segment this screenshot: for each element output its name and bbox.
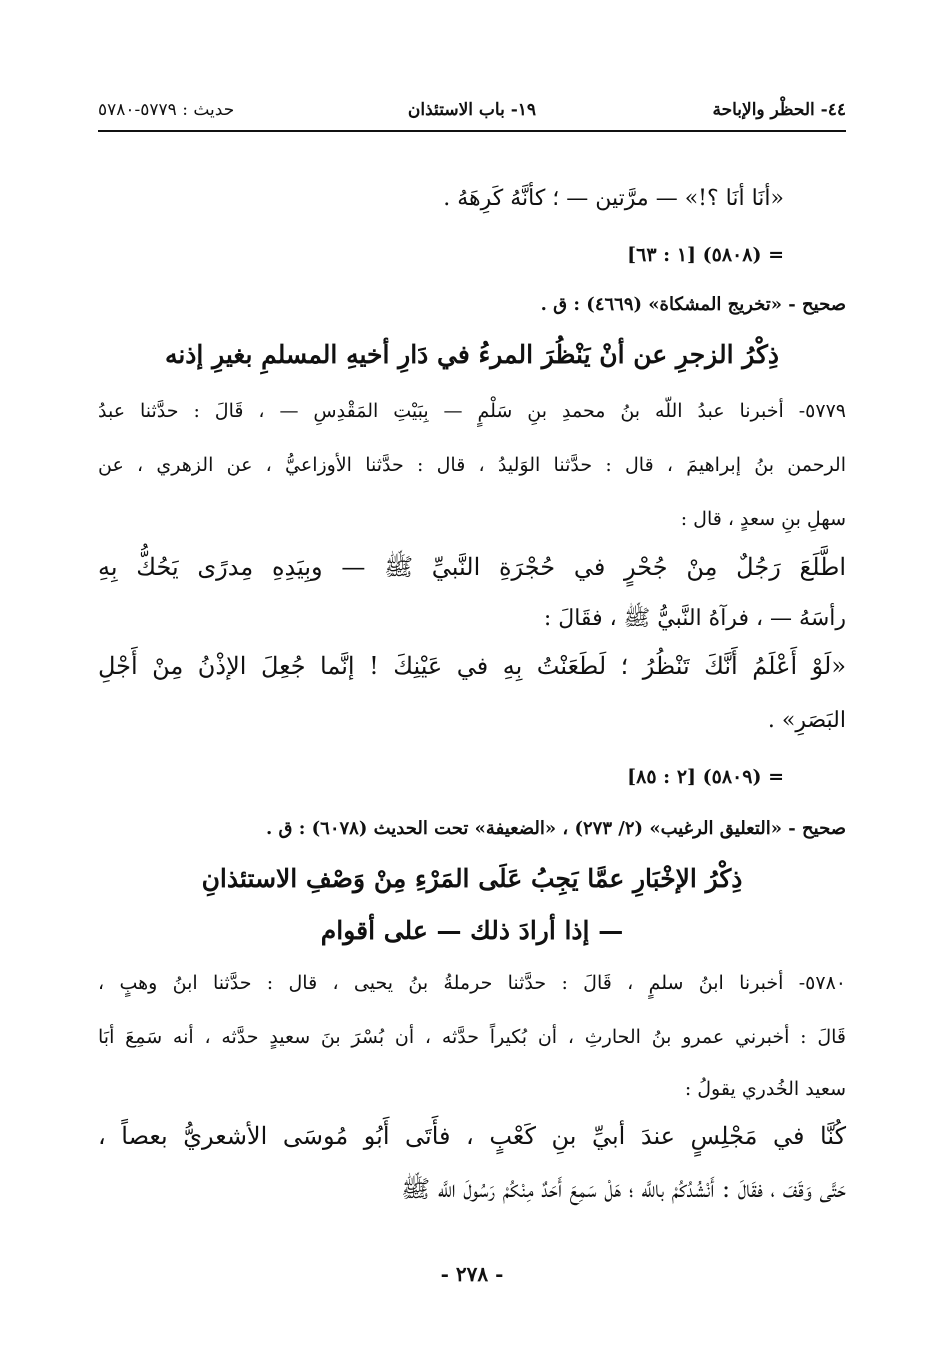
text-line: ٥٧٨٠- أخبرنا ابنُ سلمٍ ، قَالَ : حدَّثنا حرملةُ بنُ يحيى ، قال : حدَّثنا ابنُ وهبٍ ، [98, 972, 846, 994]
hadith-text-line: حَتَّى وَقَفَ ، فقَالَ : أَنْشُدُكُمْ باللَّه ؛ هَلْ سَمِعَ أَحَدٌ مِنْكُمْ رَسُولَ اللَّه ﷺ [401, 1175, 846, 1203]
text-line: ٥٧٧٩- أخبرنا عبدُ اللّه بنُ محمدِ بنِ سَلْمٍ — بِبَيْتِ المَقْدِسِ — ، قَالَ : حدَّثنا عبدُ [98, 400, 846, 422]
text-line: «أنَا أنَا ؟!» — مرَّتين — ؛ كأنَّهُ كَرِهَهُ . [443, 186, 784, 211]
chapter-title: ٤٤- الحظْر والإباحة [712, 100, 846, 120]
hadith-text-line: اطَّلَعَ رَجُلٌ مِنْ جُحْرٍ في حُجْرَةِ النَّبيِّ ﷺ — وبِيَدِهِ مِدرًى يَحُكُّ بِهِ [98, 553, 846, 581]
grading-line: صحيح - «تخريج المشكاة» (٤٦٦٩) : ق . [540, 294, 846, 315]
document-page [98, 96, 846, 1203]
text-line: الرحمن بنُ إبراهيمَ ، قال : حدَّثنا الوَليدُ ، قال : حدَّثنا الأوزاعيُّ ، عن الزهري ، عن [98, 454, 846, 476]
section-heading: ذِكْرُ الزجرِ عن أنْ يَنْظُرَ المرءُ في دَارِ أخيهِ المسلمِ بغيرِ إذنه [164, 340, 780, 369]
text-line: سعيد الخُدري يقولُ : [684, 1078, 846, 1100]
running-header [98, 96, 846, 132]
hadith-text-line: كُنَّا في مَجْلِسٍ عندَ أبيِّ بنِ كَعْبٍ ، فأَتَى أَبُو مُوسَى الأشعريُّ بعصاً ، [98, 1122, 846, 1150]
cross-reference: = (٥٨٠٩) [٢ : ٨٥] [627, 766, 784, 788]
section-title: ١٩- باب الاستئذان [407, 100, 537, 120]
grading-line: صحيح - «التعليق الرغيب» (٢/ ٢٧٣) ، «الضعيفة» تحت الحديث (٦٠٧٨) : ق . [265, 818, 846, 839]
hadith-text-line: البَصَرِ» . [767, 708, 846, 733]
text-line: قَالَ : أخبرني عمرو بنُ الحارثِ ، أن بُكيراً حدَّثه ، أن بُسْرَ بنَ سعيدٍ حدَّثه ، أنه سَمِعَ أبَا [98, 1026, 846, 1048]
hadith-text-line: رأسَهُ — ، فرآهُ النَّبيُّ ﷺ ، فقَالَ : [543, 606, 846, 631]
section-heading: ذِكْرُ الإخْبَارِ عمَّا يَجِبُ عَلَى المَرْءِ مِنْ وَصْفِ الاستئذانِ [201, 864, 743, 893]
page-number: - ٢٧٨ - [440, 1262, 504, 1286]
text-line: سهلِ بنِ سعدٍ ، قال : [680, 508, 846, 530]
hadith-text-line: «لَوْ أَعْلَمُ أَنَّكَ تَنْظُرُ ؛ لَطَعَنْتُ بِهِ في عَيْنِكَ ! إنَّما جُعِلَ الإذْنُ مِنْ أَجْلِ [98, 652, 846, 680]
hadith-range: حديث : ٥٧٧٩-٥٧٨٠ [98, 100, 235, 120]
cross-reference: = (٥٨٠٨) [١ : ٦٣] [627, 244, 784, 266]
section-heading-continued: — إذا أرادَ ذلك — على أقوام [320, 916, 624, 945]
